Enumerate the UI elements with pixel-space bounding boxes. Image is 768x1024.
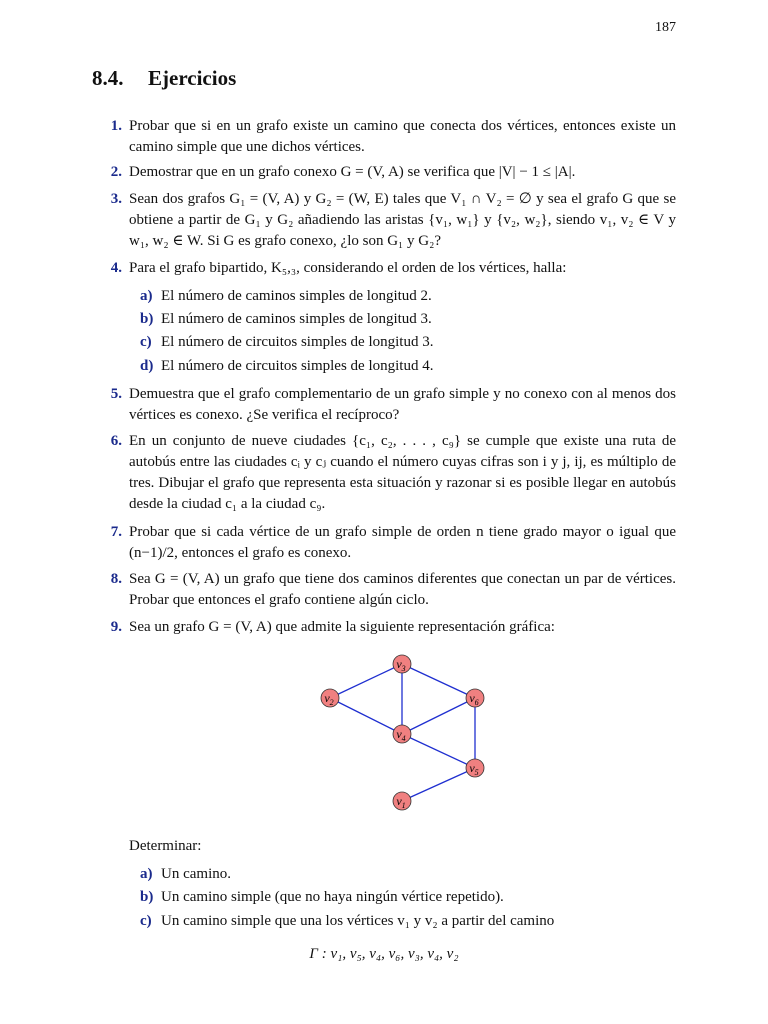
ex9-item-a: a) Un camino. <box>140 866 231 882</box>
exercise-7 <box>92 522 676 564</box>
vertex-label: $v_2$ <box>324 691 334 707</box>
ex9-item-b: b) Un camino simple (que no haya ningún vértice repetido). <box>140 889 504 905</box>
ex4-item-b: b) El número de caminos simples de longitud 3. <box>140 311 432 327</box>
exercise-2 <box>92 162 676 183</box>
exercise-number: 7. <box>110 524 122 540</box>
exercise-text: Para el grafo bipartido, K₅,₃, considerando el orden de los vértices, halla: <box>129 260 567 276</box>
exercise-text: En un conjunto de nueve ciudades {c₁, c₂, . . . , c₉} se cumple que existe una ruta de autobús entre las ciudades cᵢ y cⱼ cuando el número cuyas cifras son i y j, ij, es múltiplo de tres. Dibujar el grafo que representa esta situación y razonar si es posible llegar en autobús desde la ciudad c₁ a la ciudad c₉. <box>129 433 676 512</box>
exercise-text: Demuestra que el grafo complementario de un grafo simple y no conexo con al menos dos vértices es conexo. ¿Se verifica el recíproco? <box>129 386 676 423</box>
exercise-number: 1. <box>110 118 122 134</box>
vertex-label: $v_4$ <box>396 727 406 743</box>
graph-figure <box>300 648 500 818</box>
exercise-number: 3. <box>110 191 122 207</box>
exercise-3 <box>92 189 676 252</box>
vertex-v6 <box>466 689 484 707</box>
edge-v4-v5 <box>402 734 475 768</box>
gamma-path: Γ : v₁, v₅, v₄, v₆, v₃, v₄, v₂ <box>309 946 459 962</box>
edge-v5-v1 <box>402 768 475 801</box>
page-number: 187 <box>655 20 676 35</box>
ex4-item-c: c) El número de circuitos simples de longitud 3. <box>140 334 434 350</box>
exercise-text: Sean dos grafos G₁ = (V, A) y G₂ = (W, E) tales que V₁ ∩ V₂ = ∅ y sea el grafo G que se obtiene a partir de G₁ y G₂ añadiendo las aristas {v₁, w₁} y {v₂, w₂}, siendo v₁, v₂ ∈ V y w₁, w₂ ∈ W. Si G es grafo conexo, ¿lo son G₁ y G₂? <box>129 191 676 249</box>
vertex-v5 <box>466 759 484 777</box>
exercise-8 <box>92 569 676 611</box>
exercise-number: 8. <box>110 571 122 587</box>
vertex-label: $v_3$ <box>396 657 406 673</box>
edge-v3-v6 <box>402 664 475 698</box>
exercise-1 <box>92 116 676 158</box>
exercise-text: Demostrar que en un grafo conexo G = (V, A) se verifica que |V| − 1 ≤ |A|. <box>129 164 576 180</box>
exercise-5 <box>92 384 676 426</box>
determinar-label: Determinar: <box>129 838 202 854</box>
edge-v3-v2 <box>330 664 402 698</box>
exercise-number: 5. <box>110 386 122 402</box>
vertex-v2 <box>321 689 339 707</box>
ex4-item-a: a) El número de caminos simples de longitud 2. <box>140 288 432 304</box>
exercise-number: 9. <box>110 619 122 635</box>
edge-v4-v6 <box>402 698 475 734</box>
section-name: Ejercicios <box>148 66 237 90</box>
section-title <box>92 66 236 91</box>
exercise-number: 2. <box>110 164 122 180</box>
exercise-6 <box>92 431 676 515</box>
exercise-text: Probar que si cada vértice de un grafo simple de orden n tiene grado mayor o igual que (n−1)/2, entonces el grafo es conexo. <box>129 524 676 561</box>
vertex-v1 <box>393 792 411 810</box>
vertex-label: $v_1$ <box>396 794 406 810</box>
exercise-4 <box>92 258 676 279</box>
ex4-item-d: d) El número de circuitos simples de longitud 4. <box>140 358 434 374</box>
exercise-text: Sea G = (V, A) un grafo que tiene dos caminos diferentes que conectan un par de vértices. Probar que entonces el grafo contiene algún ciclo. <box>129 571 676 608</box>
exercise-text: Probar que si en un grafo existe un camino que conecta dos vértices, entonces existe un camino simple que une dichos vértices. <box>129 118 676 155</box>
ex9-item-c: c) Un camino simple que una los vértices v₁ y v₂ a partir del camino <box>140 913 555 929</box>
exercise-number: 6. <box>110 433 122 449</box>
vertex-v3 <box>393 655 411 673</box>
exercise-text: Sea un grafo G = (V, A) que admite la siguiente representación gráfica: <box>129 619 555 635</box>
vertex-label: $v_6$ <box>469 691 479 707</box>
vertex-label: $v_5$ <box>469 761 479 777</box>
section-number: 8.4. <box>92 66 124 90</box>
edge-v2-v4 <box>330 698 402 734</box>
vertex-v4 <box>393 725 411 743</box>
exercise-9 <box>92 617 676 638</box>
exercise-number: 4. <box>110 260 122 276</box>
